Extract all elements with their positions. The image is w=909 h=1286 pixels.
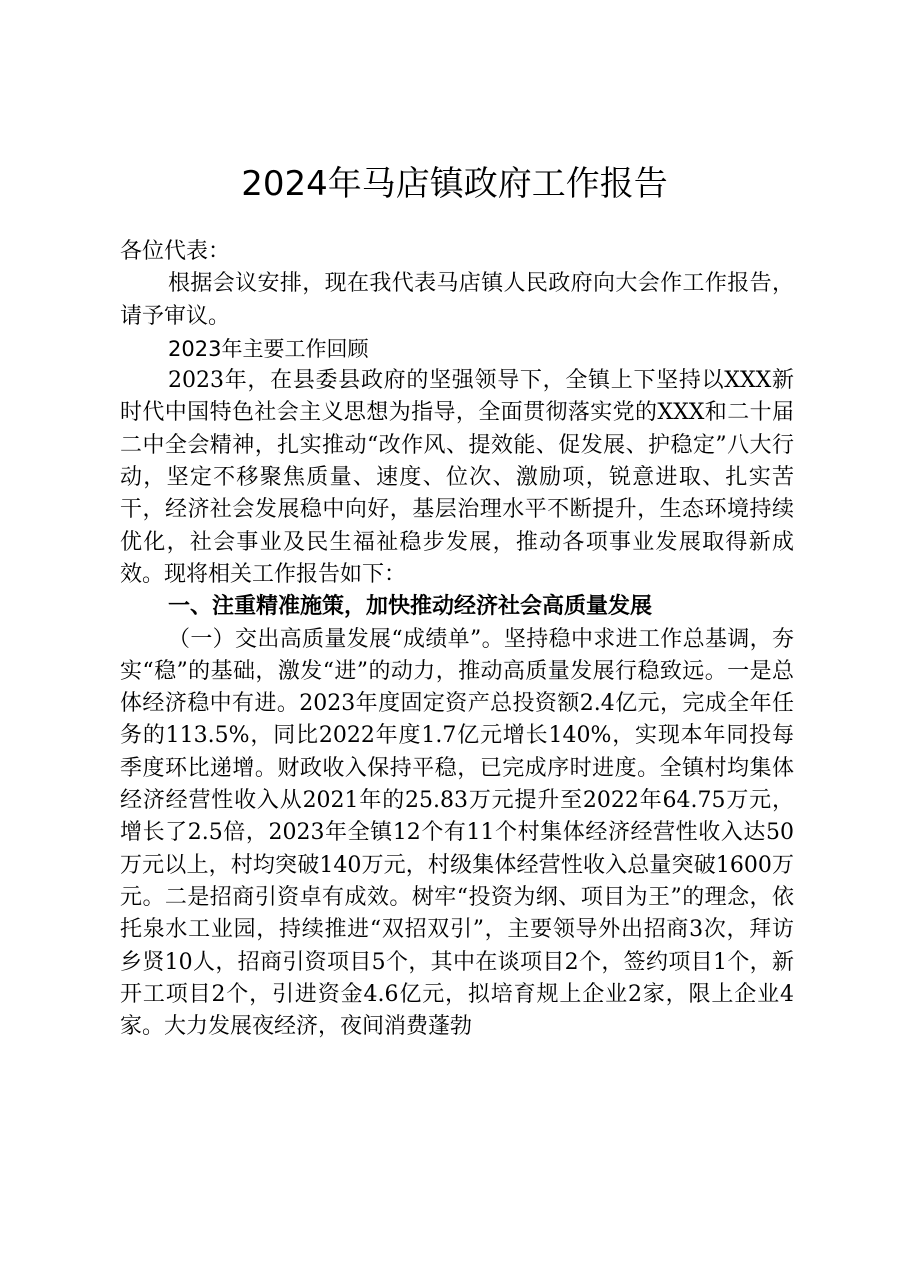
document-body	[120, 236, 794, 1043]
section-one-paragraph: （一）交出高质量发展“成绩单”。坚持稳中求进工作总基调，夯实“稳”的基础，激发“进”的动力，推动高质量发展行稳致远。一是总体经济稳中有进。2023年度固定资产总投资额2.4亿元，完成全年任务的113.5%，同比2022年度1.7亿元增长140%，实现本年同投每季度环比递增。财政收入保持平稳，已完成序时进度。全镇村均集体经济经营性收入从2021年的25.83万元提升至2022年64.75万元，增长了2.5倍，2023年全镇12个有11个村集体经济经营性收入达50万元以上，村均突破140万元，村级集体经营性收入总量突破1600万元。二是招商引资卓有成效。树牢“投资为纲、项目为王”的理念，依托泉水工业园，持续推进“双招双引”，主要领导外出招商3次，拜访乡贤10人，招商引资项目5个，其中在谈项目2个，签约项目1个，新开工项目2个，引进资金4.6亿元，拟培育规上企业2家，限上企业4家。大力发展夜经济，夜间消费蓬勃	[120, 626, 794, 1040]
review-heading: 2023年主要工作回顾	[168, 336, 369, 361]
section-one-heading: 一、注重精准施策，加快推动经济社会高质量发展	[168, 594, 653, 620]
document-title: 2024年马店镇政府工作报告	[241, 164, 668, 204]
salutation: 各位代表：	[120, 239, 231, 264]
review-paragraph: 2023年，在县委县政府的坚强领导下，全镇上下坚持以XXX新时代中国特色社会主义思想为指导，全面贯彻落实党的XXX和二十届二中全会精神，扎实推动“改作风、提效能、促发展、护稳定”八大行动，坚定不移聚焦质量、速度、位次、激励项，锐意进取、扎实苦干，经济社会发展稳中向好，基层治理水平不断提升，生态环境持续优化，社会事业及民生福祉稳步发展，推动各项事业发展取得新成效。现将相关工作报告如下：	[120, 368, 794, 587]
intro-paragraph: 根据会议安排，现在我代表马店镇人民政府向大会作工作报告，请予审议。	[120, 271, 794, 329]
